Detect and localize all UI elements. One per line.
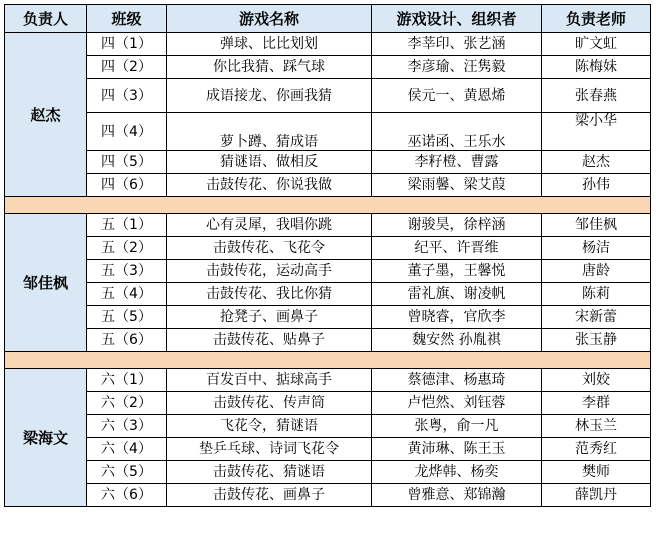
organizer-cell[interactable]: 蔡德津、杨惠琦 — [372, 369, 542, 392]
class-cell[interactable]: 四（1） — [87, 33, 167, 56]
header-class[interactable]: 班级 — [87, 5, 167, 33]
organizer-cell[interactable]: 谢骏昊，徐梓涵 — [372, 214, 542, 237]
table-row — [5, 214, 651, 237]
teacher-cell[interactable]: 唐龄 — [542, 260, 651, 283]
header-leader[interactable]: 负责人 — [5, 5, 87, 33]
table-row — [5, 461, 651, 484]
organizer-cell[interactable]: 龙烨韩、杨奕 — [372, 461, 542, 484]
table-row — [5, 56, 651, 79]
game-cell[interactable]: 飞花令，猜谜语 — [167, 415, 372, 438]
class-cell[interactable]: 五（4） — [87, 283, 167, 306]
game-cell[interactable]: 心有灵犀，我唱你跳 — [167, 214, 372, 237]
class-cell[interactable]: 六（1） — [87, 369, 167, 392]
teacher-cell[interactable]: 旷文虹 — [542, 33, 651, 56]
header-row — [5, 5, 651, 33]
teacher-cell[interactable]: 张春燕 — [542, 79, 651, 113]
teacher-cell[interactable]: 陈莉 — [542, 283, 651, 306]
separator-cell[interactable] — [5, 352, 651, 369]
table-row — [5, 79, 651, 113]
teacher-cell[interactable]: 林玉兰 — [542, 415, 651, 438]
table-row — [5, 392, 651, 415]
table-row — [5, 415, 651, 438]
game-cell[interactable]: 击鼓传花，运动高手 — [167, 260, 372, 283]
separator-row — [5, 352, 651, 369]
table-row — [5, 484, 651, 507]
game-cell[interactable]: 猜谜语、做相反 — [167, 151, 372, 174]
schedule-table — [4, 4, 651, 507]
class-cell[interactable]: 四（5） — [87, 151, 167, 174]
game-cell[interactable]: 击鼓传花、贴鼻子 — [167, 329, 372, 352]
class-cell[interactable]: 四（3） — [87, 79, 167, 113]
teacher-cell[interactable]: 杨洁 — [542, 237, 651, 260]
teacher-cell[interactable]: 范秀红 — [542, 438, 651, 461]
game-cell[interactable]: 成语接龙、你画我猜 — [167, 79, 372, 113]
table-row — [5, 260, 651, 283]
table-row — [5, 237, 651, 260]
class-cell[interactable]: 四（6） — [87, 174, 167, 197]
game-cell[interactable]: 百发百中、掂球高手 — [167, 369, 372, 392]
table-row — [5, 283, 651, 306]
teacher-cell[interactable]: 薛凯丹 — [542, 484, 651, 507]
teacher-cell[interactable]: 陈梅妹 — [542, 56, 651, 79]
teacher-cell[interactable]: 赵杰 — [542, 151, 651, 174]
teacher-cell[interactable]: 宋新蕾 — [542, 306, 651, 329]
game-cell[interactable]: 击鼓传花、你说我做 — [167, 174, 372, 197]
teacher-cell[interactable]: 樊师 — [542, 461, 651, 484]
class-cell[interactable]: 五（2） — [87, 237, 167, 260]
class-cell[interactable]: 六（4） — [87, 438, 167, 461]
organizer-cell[interactable]: 张粤，俞一凡 — [372, 415, 542, 438]
organizer-cell[interactable]: 李莘印、张艺涵 — [372, 33, 542, 56]
organizer-cell[interactable]: 卢恺然、刘钰蓉 — [372, 392, 542, 415]
game-cell[interactable]: 击鼓传花、画鼻子 — [167, 484, 372, 507]
teacher-cell[interactable]: 张玉静 — [542, 329, 651, 352]
game-cell[interactable]: 击鼓传花、我比你猜 — [167, 283, 372, 306]
class-cell[interactable]: 五（6） — [87, 329, 167, 352]
organizer-cell[interactable]: 董子墨，王馨悦 — [372, 260, 542, 283]
class-cell[interactable]: 六（5） — [87, 461, 167, 484]
table-row — [5, 369, 651, 392]
game-cell[interactable]: 抢凳子、画鼻子 — [167, 306, 372, 329]
table-row — [5, 329, 651, 352]
organizer-cell[interactable]: 梁雨馨、梁艾葭 — [372, 174, 542, 197]
class-cell[interactable]: 四（2） — [87, 56, 167, 79]
organizer-cell[interactable]: 李籽橙、曹露 — [372, 151, 542, 174]
group-leader-cell[interactable]: 梁海文 — [5, 369, 87, 507]
teacher-cell[interactable]: 李群 — [542, 392, 651, 415]
organizer-cell[interactable]: 巫诺函、王乐水 — [372, 113, 542, 151]
organizer-cell[interactable]: 曾晓睿，官欣李 — [372, 306, 542, 329]
game-cell[interactable]: 弹球、比比划划 — [167, 33, 372, 56]
teacher-cell[interactable]: 邹佳枫 — [542, 214, 651, 237]
separator-cell[interactable] — [5, 197, 651, 214]
game-cell[interactable]: 击鼓传花、飞花令 — [167, 237, 372, 260]
game-cell[interactable]: 击鼓传花、猜谜语 — [167, 461, 372, 484]
organizer-cell[interactable]: 李彦瑜、汪隽毅 — [372, 56, 542, 79]
organizer-cell[interactable]: 曾雅意、郑锦瀚 — [372, 484, 542, 507]
teacher-cell[interactable]: 梁小华 — [542, 113, 651, 151]
class-cell[interactable]: 六（6） — [87, 484, 167, 507]
table-row — [5, 113, 651, 151]
organizer-cell[interactable]: 纪平、许晋维 — [372, 237, 542, 260]
class-cell[interactable]: 五（3） — [87, 260, 167, 283]
class-cell[interactable]: 六（3） — [87, 415, 167, 438]
game-cell[interactable]: 垫乒乓球、诗词飞花令 — [167, 438, 372, 461]
header-game[interactable]: 游戏名称 — [167, 5, 372, 33]
class-cell[interactable]: 五（5） — [87, 306, 167, 329]
organizer-cell[interactable]: 雷礼旗、谢凌帆 — [372, 283, 542, 306]
organizer-cell[interactable]: 黄沛琳、陈王玉 — [372, 438, 542, 461]
table-row — [5, 174, 651, 197]
group-leader-cell[interactable]: 邹佳枫 — [5, 214, 87, 352]
teacher-cell[interactable]: 刘姣 — [542, 369, 651, 392]
table-row — [5, 33, 651, 56]
game-cell[interactable]: 萝卜蹲、猜成语 — [167, 113, 372, 151]
table-row — [5, 306, 651, 329]
class-cell[interactable]: 六（2） — [87, 392, 167, 415]
organizer-cell[interactable]: 魏安然 孙胤祺 — [372, 329, 542, 352]
group-leader-cell[interactable]: 赵杰 — [5, 33, 87, 197]
separator-row — [5, 197, 651, 214]
teacher-cell[interactable]: 孙伟 — [542, 174, 651, 197]
class-cell[interactable]: 五（1） — [87, 214, 167, 237]
table-row — [5, 151, 651, 174]
header-organizer[interactable]: 游戏设计、组织者 — [372, 5, 542, 33]
game-cell[interactable]: 你比我猜、踩气球 — [167, 56, 372, 79]
class-cell[interactable]: 四（4） — [87, 113, 167, 151]
organizer-cell[interactable]: 侯元一、黄恩烯 — [372, 79, 542, 113]
table-row — [5, 438, 651, 461]
header-teacher[interactable]: 负责老师 — [542, 5, 651, 33]
game-cell[interactable]: 击鼓传花、传声筒 — [167, 392, 372, 415]
